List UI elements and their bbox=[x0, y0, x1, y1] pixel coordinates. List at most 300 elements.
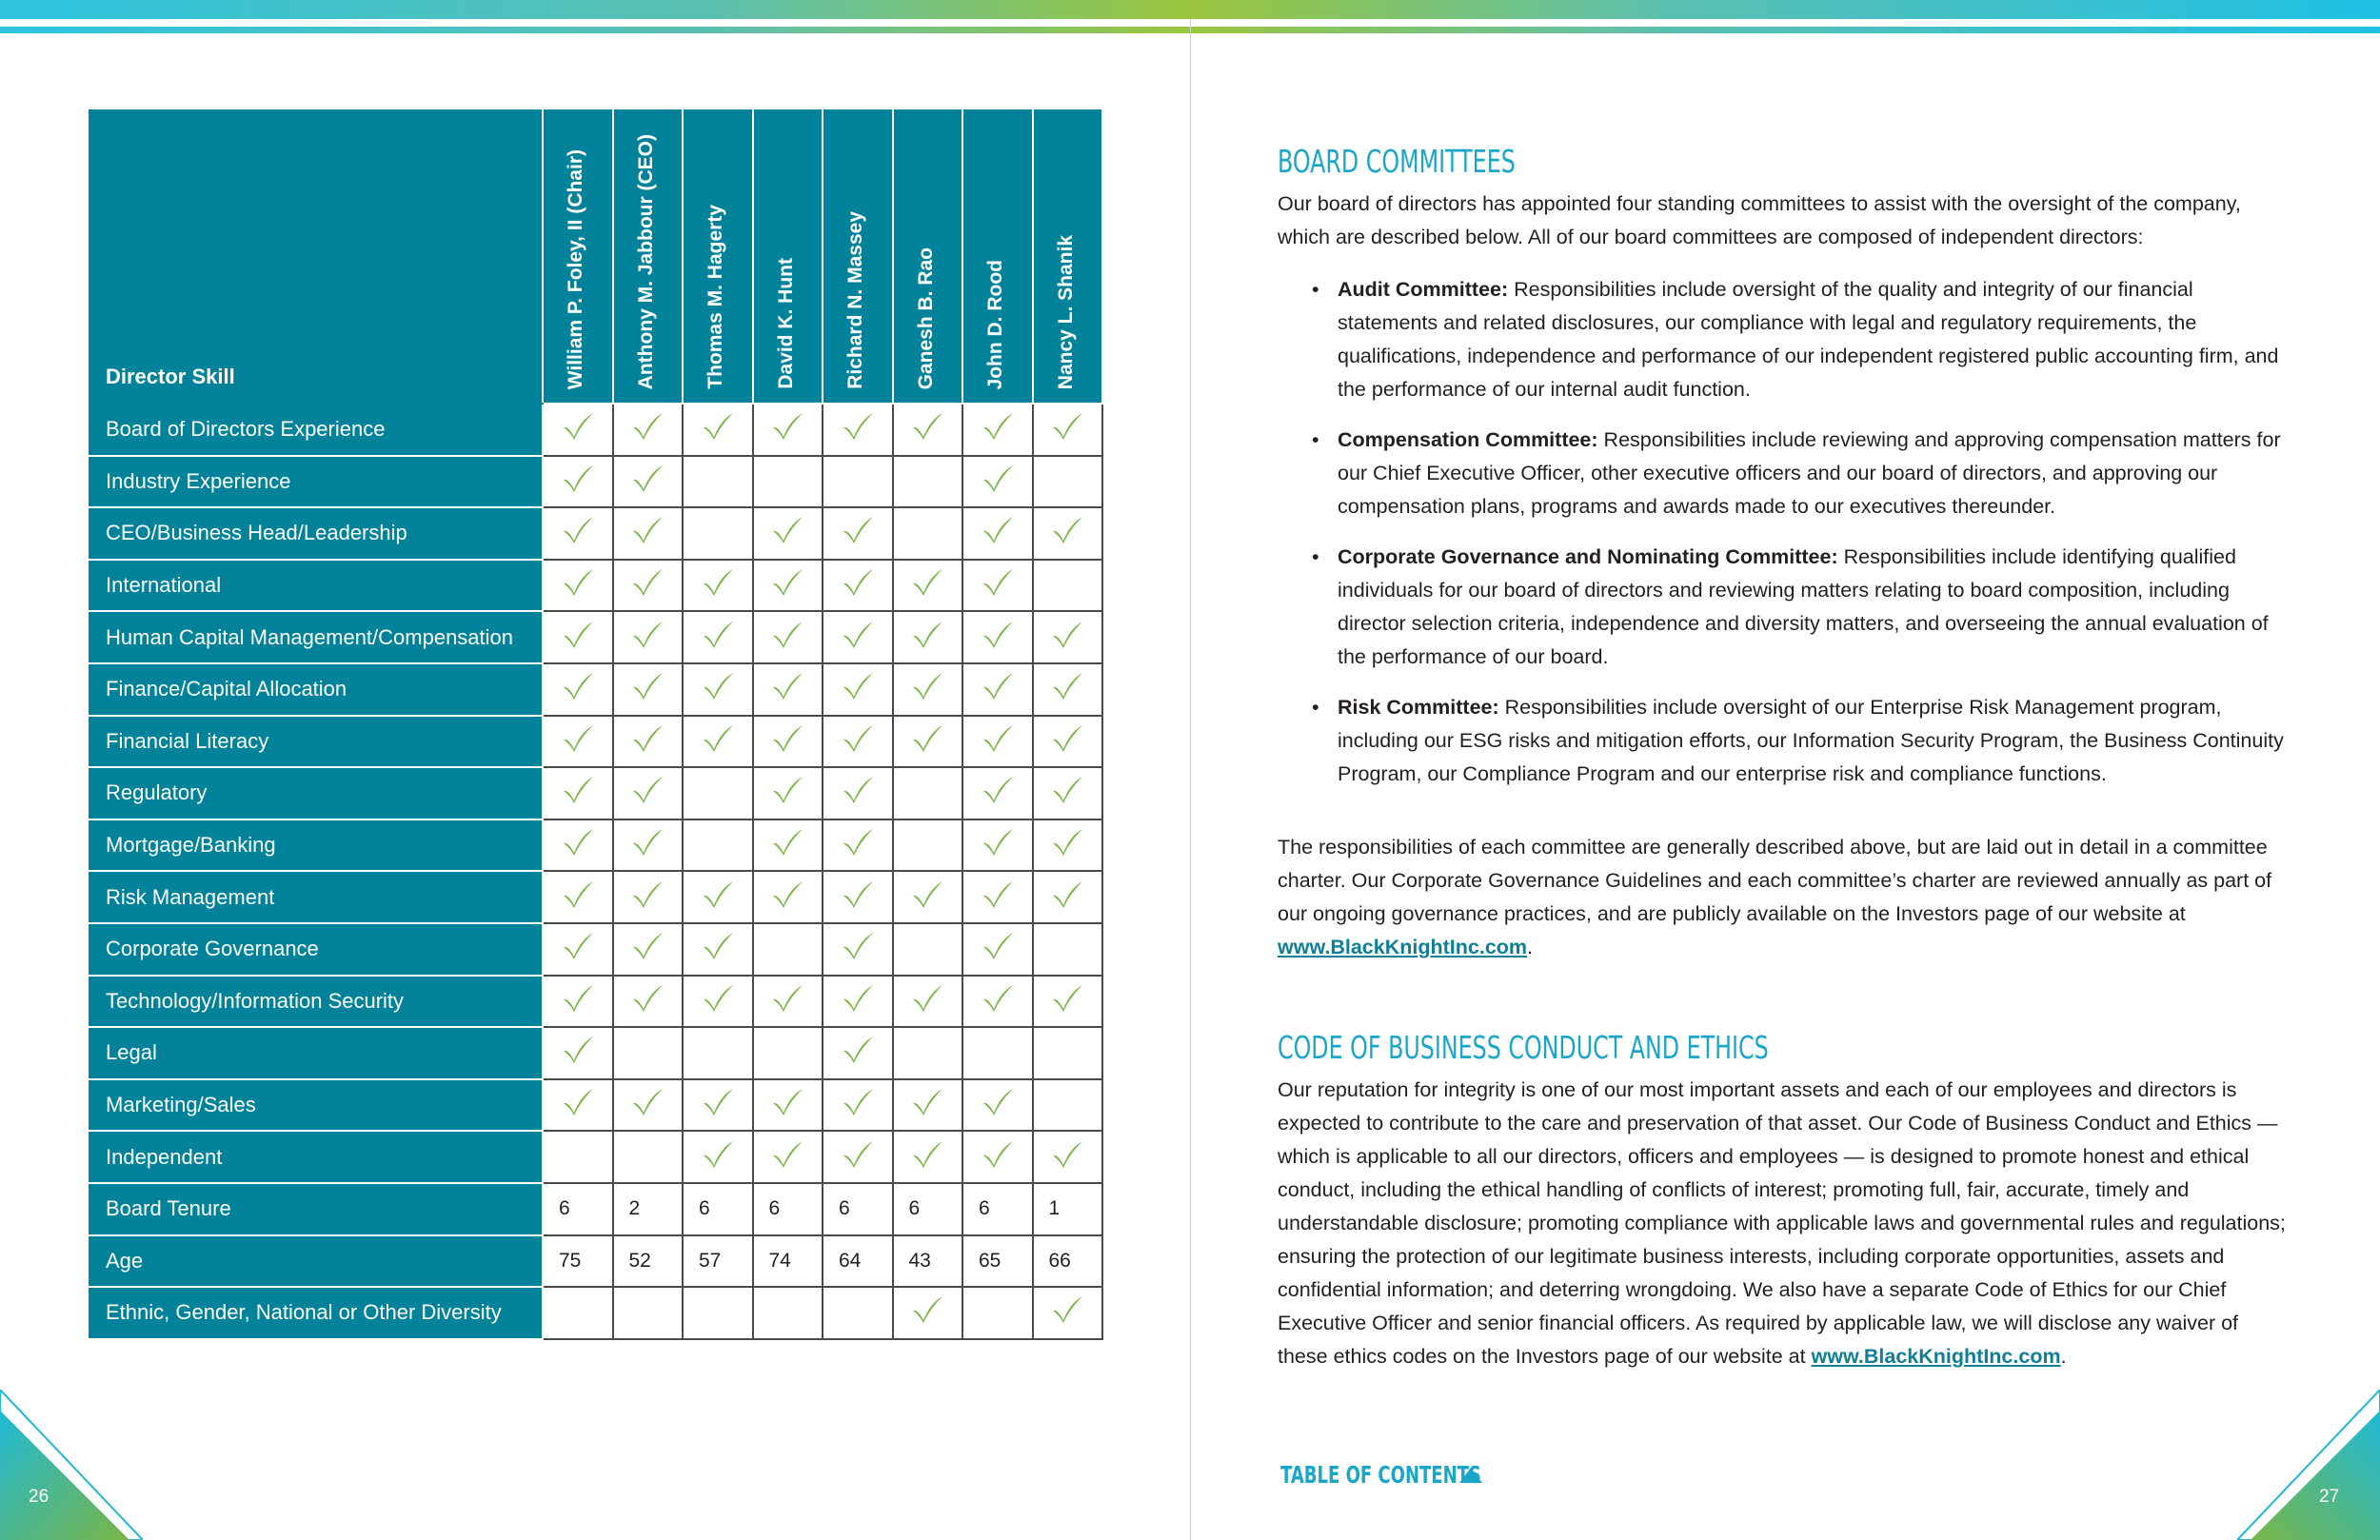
skill-row bbox=[89, 1287, 1102, 1339]
value-cell: 66 bbox=[1033, 1235, 1103, 1288]
director-header bbox=[683, 110, 753, 404]
checked-cell bbox=[613, 819, 684, 872]
checkmark-icon bbox=[1051, 412, 1083, 441]
committee-description: Responsibilities include identifying qualified individuals for our board of directors and reviewing matters relating to board composition, including director selection criteria, independence and diversity matters, and overseeing the annual evaluation of the performance of our board. bbox=[1338, 545, 2269, 668]
checked-cell bbox=[613, 767, 684, 819]
director-header bbox=[823, 110, 893, 404]
empty-cell bbox=[1033, 560, 1103, 612]
skill-label: Legal bbox=[89, 1027, 543, 1079]
checkmark-icon bbox=[771, 880, 803, 909]
skill-row bbox=[89, 404, 1102, 456]
checkmark-icon bbox=[842, 932, 874, 960]
skill-row bbox=[89, 507, 1102, 560]
empty-cell bbox=[893, 1027, 963, 1079]
checkmark-icon bbox=[911, 672, 943, 701]
bullet-icon: • bbox=[1312, 428, 1319, 451]
checkmark-icon bbox=[842, 1140, 874, 1169]
checkmark-icon bbox=[631, 412, 664, 441]
checked-cell bbox=[962, 767, 1033, 819]
checked-cell bbox=[962, 1131, 1033, 1183]
checkmark-icon bbox=[911, 1140, 943, 1169]
bullet-icon: • bbox=[1312, 545, 1319, 568]
checked-cell bbox=[893, 611, 963, 663]
bullet-icon: • bbox=[1312, 278, 1319, 301]
checked-cell bbox=[543, 871, 613, 923]
checkmark-icon bbox=[631, 516, 664, 544]
checkmark-icon bbox=[982, 984, 1014, 1013]
checkmark-icon bbox=[702, 932, 734, 960]
empty-cell bbox=[893, 507, 963, 560]
checked-cell bbox=[613, 663, 684, 716]
checked-cell bbox=[683, 560, 753, 612]
checked-cell bbox=[893, 663, 963, 716]
checkmark-icon bbox=[562, 412, 594, 441]
checkmark-icon bbox=[771, 621, 803, 649]
checkmark-icon bbox=[771, 724, 803, 753]
skill-row bbox=[89, 819, 1102, 872]
checkmark-icon bbox=[631, 880, 664, 909]
checked-cell bbox=[1033, 507, 1103, 560]
checked-cell bbox=[543, 1079, 613, 1132]
checkmark-icon bbox=[562, 1036, 594, 1064]
checked-cell bbox=[543, 404, 613, 456]
checkmark-icon bbox=[702, 984, 734, 1013]
checked-cell bbox=[823, 819, 893, 872]
checked-cell bbox=[962, 923, 1033, 976]
director-name: Nancy L. Shanik bbox=[1054, 234, 1077, 389]
empty-cell bbox=[1033, 1027, 1103, 1079]
checked-cell bbox=[543, 767, 613, 819]
page-number-right: 27 bbox=[2319, 1487, 2340, 1507]
checkmark-icon bbox=[982, 1140, 1014, 1169]
checkmark-icon bbox=[911, 412, 943, 441]
checkmark-icon bbox=[982, 412, 1014, 441]
checked-cell bbox=[683, 611, 753, 663]
page-gutter bbox=[1190, 19, 1191, 1540]
director-header bbox=[543, 110, 613, 404]
checked-cell bbox=[613, 560, 684, 612]
skill-label: Regulatory bbox=[89, 767, 543, 819]
empty-cell bbox=[683, 456, 753, 508]
empty-cell bbox=[543, 1131, 613, 1183]
checkmark-icon bbox=[911, 621, 943, 649]
checkmark-icon bbox=[702, 1088, 734, 1116]
committee-name: Risk Committee: bbox=[1338, 696, 1499, 719]
value-cell: 2 bbox=[613, 1183, 684, 1235]
empty-cell bbox=[823, 456, 893, 508]
closing-text: The responsibilities of each committee are generally described above, but are laid out in detail in a committee charter. Our Corporate Governance Guidelines and each committee’s charter are reviewed annually as part of our ongoing governance practices, and are publicly available on the Investors page of our website at bbox=[1278, 836, 2272, 925]
checked-cell bbox=[962, 871, 1033, 923]
checkmark-icon bbox=[562, 672, 594, 701]
empty-cell bbox=[893, 923, 963, 976]
checkmark-icon bbox=[842, 984, 874, 1013]
skills-table bbox=[89, 109, 1103, 1340]
checkmark-icon bbox=[702, 621, 734, 649]
checked-cell bbox=[962, 560, 1033, 612]
checked-cell bbox=[753, 611, 823, 663]
checkmark-icon bbox=[631, 984, 664, 1013]
checkmark-icon bbox=[842, 621, 874, 649]
checkmark-icon bbox=[982, 464, 1014, 493]
value-cell: 43 bbox=[893, 1235, 963, 1288]
checkmark-icon bbox=[911, 984, 943, 1013]
checkmark-icon bbox=[911, 1088, 943, 1116]
closing-period: . bbox=[1527, 936, 1534, 958]
value-cell: 74 bbox=[753, 1235, 823, 1288]
committee-description: Responsibilities include reviewing and approving compensation matters for our Chief Executive Officer, other executive officers and our board of directors, and approving our compensation plans, programs and awards made to our executives thereunder. bbox=[1338, 428, 2281, 518]
checked-cell bbox=[613, 923, 684, 976]
checked-cell bbox=[543, 507, 613, 560]
checkmark-icon bbox=[982, 880, 1014, 909]
checkmark-icon bbox=[562, 516, 594, 544]
value-cell: 64 bbox=[823, 1235, 893, 1288]
checked-cell bbox=[753, 976, 823, 1028]
checkmark-icon bbox=[982, 568, 1014, 597]
checked-cell bbox=[893, 716, 963, 768]
skill-row bbox=[89, 1079, 1102, 1132]
empty-cell bbox=[753, 456, 823, 508]
checked-cell bbox=[823, 560, 893, 612]
committees-closing-paragraph bbox=[1278, 831, 2287, 964]
checked-cell bbox=[683, 871, 753, 923]
checkmark-icon bbox=[631, 568, 664, 597]
skill-row bbox=[89, 611, 1102, 663]
empty-cell bbox=[613, 1287, 684, 1339]
value-cell: 6 bbox=[753, 1183, 823, 1235]
checkmark-icon bbox=[1051, 880, 1083, 909]
director-name: John D. Rood bbox=[984, 259, 1006, 389]
checkmark-icon bbox=[562, 984, 594, 1013]
empty-cell bbox=[683, 507, 753, 560]
empty-cell bbox=[962, 1027, 1033, 1079]
checked-cell bbox=[1033, 767, 1103, 819]
skill-row bbox=[89, 976, 1102, 1028]
skill-row bbox=[89, 560, 1102, 612]
matrix-header-row bbox=[89, 110, 1102, 404]
checkmark-icon bbox=[842, 1036, 874, 1064]
checkmark-icon bbox=[771, 672, 803, 701]
checked-cell bbox=[613, 871, 684, 923]
website-link[interactable]: www.BlackKnightInc.com bbox=[1278, 936, 1528, 958]
empty-cell bbox=[823, 1287, 893, 1339]
checkmark-icon bbox=[982, 932, 1014, 960]
checkmark-icon bbox=[842, 880, 874, 909]
director-skill-header: Director Skill bbox=[89, 110, 543, 404]
checkmark-icon bbox=[702, 412, 734, 441]
checkmark-icon bbox=[842, 1088, 874, 1116]
checked-cell bbox=[613, 716, 684, 768]
checked-cell bbox=[753, 871, 823, 923]
director-header bbox=[753, 110, 823, 404]
checked-cell bbox=[753, 560, 823, 612]
checked-cell bbox=[823, 507, 893, 560]
value-cell: 6 bbox=[543, 1183, 613, 1235]
checkmark-icon bbox=[771, 776, 803, 804]
board-committees-intro: Our board of directors has appointed four standing committees to assist with the oversight of the company, which are described below. All of our board committees are composed of independent directors: bbox=[1278, 192, 2241, 248]
checkmark-icon bbox=[982, 828, 1014, 857]
checked-cell bbox=[823, 1079, 893, 1132]
empty-cell bbox=[962, 1287, 1033, 1339]
empty-cell bbox=[1033, 456, 1103, 508]
checked-cell bbox=[962, 663, 1033, 716]
skill-row bbox=[89, 716, 1102, 768]
checkmark-icon bbox=[1051, 621, 1083, 649]
checked-cell bbox=[823, 923, 893, 976]
checkmark-icon bbox=[562, 932, 594, 960]
skill-label: Age bbox=[89, 1235, 543, 1288]
skill-label: Human Capital Management/Compensation bbox=[89, 611, 543, 663]
checkmark-icon bbox=[911, 880, 943, 909]
checkmark-icon bbox=[631, 828, 664, 857]
checked-cell bbox=[1033, 404, 1103, 456]
checked-cell bbox=[543, 819, 613, 872]
checked-cell bbox=[823, 1131, 893, 1183]
value-cell: 52 bbox=[613, 1235, 684, 1288]
director-name: Richard N. Massey bbox=[844, 211, 866, 389]
checked-cell bbox=[823, 404, 893, 456]
checked-cell bbox=[613, 456, 684, 508]
committee-description: Responsibilities include oversight of our Enterprise Risk Management program, including our ESG risks and mitigation efforts, our Information Security Program, the Business Continuity Program, our Compliance Program and our enterprise risk and compliance functions. bbox=[1338, 696, 2284, 785]
checkmark-icon bbox=[771, 1088, 803, 1116]
checked-cell bbox=[613, 1079, 684, 1132]
empty-cell bbox=[613, 1027, 684, 1079]
checkmark-icon bbox=[1051, 1295, 1083, 1324]
committee-name: Corporate Governance and Nominating Committee: bbox=[1338, 545, 1838, 568]
checkmark-icon bbox=[631, 672, 664, 701]
skill-label: Independent bbox=[89, 1131, 543, 1183]
empty-cell bbox=[613, 1131, 684, 1183]
code-period: . bbox=[2060, 1345, 2067, 1368]
checkmark-icon bbox=[702, 672, 734, 701]
checkmark-icon bbox=[911, 568, 943, 597]
value-cell: 1 bbox=[1033, 1183, 1103, 1235]
skill-row bbox=[89, 1235, 1102, 1288]
director-name: Anthony M. Jabbour (CEO) bbox=[634, 133, 657, 389]
checked-cell bbox=[823, 871, 893, 923]
website-link-2[interactable]: www.BlackKnightInc.com bbox=[1811, 1345, 2061, 1368]
director-name: William P. Foley, II (Chair) bbox=[565, 148, 586, 389]
checkmark-icon bbox=[1051, 516, 1083, 544]
checked-cell bbox=[613, 976, 684, 1028]
skill-row bbox=[89, 1027, 1102, 1079]
skill-label: Risk Management bbox=[89, 871, 543, 923]
director-header bbox=[1033, 110, 1103, 404]
checkmark-icon bbox=[1051, 776, 1083, 804]
value-cell: 57 bbox=[683, 1235, 753, 1288]
checkmark-icon bbox=[562, 621, 594, 649]
checkmark-icon bbox=[631, 776, 664, 804]
checked-cell bbox=[683, 976, 753, 1028]
skill-row bbox=[89, 923, 1102, 976]
checkmark-icon bbox=[982, 724, 1014, 753]
empty-cell bbox=[683, 767, 753, 819]
checkmark-icon bbox=[562, 1088, 594, 1116]
code-of-conduct-title: CODE OF BUSINESS CONDUCT AND ETHICS bbox=[1278, 1029, 1769, 1066]
empty-cell bbox=[1033, 923, 1103, 976]
table-of-contents-link[interactable] bbox=[1280, 1461, 1482, 1489]
committee-list bbox=[1278, 273, 2287, 791]
checked-cell bbox=[823, 663, 893, 716]
checkmark-icon bbox=[562, 828, 594, 857]
committee-description: Responsibilities include oversight of the quality and integrity of our financial statements and related disclosures, our compliance with legal and regulatory requirements, the qualifications, independence and performance of our independent registered public accounting firm, and the performance of our internal audit function. bbox=[1338, 278, 2279, 401]
committee-name: Compensation Committee: bbox=[1338, 428, 1598, 451]
value-cell: 6 bbox=[683, 1183, 753, 1235]
empty-cell bbox=[683, 1287, 753, 1339]
checked-cell bbox=[893, 404, 963, 456]
checkmark-icon bbox=[911, 724, 943, 753]
value-cell: 6 bbox=[823, 1183, 893, 1235]
checked-cell bbox=[613, 507, 684, 560]
skill-label: Board Tenure bbox=[89, 1183, 543, 1235]
checkmark-icon bbox=[771, 412, 803, 441]
checkmark-icon bbox=[1051, 828, 1083, 857]
checked-cell bbox=[613, 611, 684, 663]
checked-cell bbox=[893, 871, 963, 923]
checked-cell bbox=[893, 976, 963, 1028]
checked-cell bbox=[753, 767, 823, 819]
checked-cell bbox=[753, 404, 823, 456]
right-corner-decoration bbox=[2237, 1390, 2380, 1540]
empty-cell bbox=[753, 923, 823, 976]
checkmark-icon bbox=[771, 828, 803, 857]
empty-cell bbox=[893, 819, 963, 872]
checked-cell bbox=[1033, 819, 1103, 872]
checked-cell bbox=[1033, 611, 1103, 663]
checked-cell bbox=[823, 1027, 893, 1079]
skill-label: Corporate Governance bbox=[89, 923, 543, 976]
director-header bbox=[893, 110, 963, 404]
page-number-left: 26 bbox=[29, 1487, 50, 1507]
checked-cell bbox=[753, 1131, 823, 1183]
skill-row bbox=[89, 663, 1102, 716]
checked-cell bbox=[962, 1079, 1033, 1132]
value-cell: 75 bbox=[543, 1235, 613, 1288]
committee-item bbox=[1278, 424, 2287, 523]
skill-row bbox=[89, 456, 1102, 508]
checked-cell bbox=[543, 976, 613, 1028]
checkmark-icon bbox=[982, 672, 1014, 701]
director-header bbox=[962, 110, 1033, 404]
checked-cell bbox=[683, 404, 753, 456]
checked-cell bbox=[683, 1131, 753, 1183]
value-cell: 6 bbox=[893, 1183, 963, 1235]
bullet-icon: • bbox=[1312, 696, 1319, 719]
left-corner-decoration bbox=[0, 1390, 143, 1540]
checked-cell bbox=[753, 819, 823, 872]
checkmark-icon bbox=[842, 412, 874, 441]
empty-cell bbox=[683, 819, 753, 872]
director-name: Ganesh B. Rao bbox=[914, 247, 937, 389]
empty-cell bbox=[683, 1027, 753, 1079]
checked-cell bbox=[543, 1027, 613, 1079]
checked-cell bbox=[893, 1287, 963, 1339]
checkmark-icon bbox=[702, 724, 734, 753]
skill-label: Board of Directors Experience bbox=[89, 404, 543, 456]
checkmark-icon bbox=[842, 672, 874, 701]
checked-cell bbox=[1033, 1131, 1103, 1183]
skill-label: Technology/Information Security bbox=[89, 976, 543, 1028]
checked-cell bbox=[543, 456, 613, 508]
checkmark-icon bbox=[702, 1140, 734, 1169]
checkmark-icon bbox=[562, 776, 594, 804]
value-cell: 65 bbox=[962, 1235, 1033, 1288]
checked-cell bbox=[753, 663, 823, 716]
checkmark-icon bbox=[842, 776, 874, 804]
skill-label: Finance/Capital Allocation bbox=[89, 663, 543, 716]
value-cell: 6 bbox=[962, 1183, 1033, 1235]
empty-cell bbox=[753, 1287, 823, 1339]
checked-cell bbox=[893, 1131, 963, 1183]
checked-cell bbox=[753, 716, 823, 768]
skill-label: Marketing/Sales bbox=[89, 1079, 543, 1132]
skill-label: Mortgage/Banking bbox=[89, 819, 543, 872]
checkmark-icon bbox=[1051, 1140, 1083, 1169]
checked-cell bbox=[543, 716, 613, 768]
skill-row bbox=[89, 767, 1102, 819]
checkmark-icon bbox=[562, 464, 594, 493]
checked-cell bbox=[1033, 663, 1103, 716]
skill-row bbox=[89, 1131, 1102, 1183]
toc-label[interactable]: TABLE OF CONTENTS bbox=[1280, 1461, 1481, 1489]
checkmark-icon bbox=[562, 880, 594, 909]
checked-cell bbox=[1033, 1287, 1103, 1339]
empty-cell bbox=[753, 1027, 823, 1079]
skill-row bbox=[89, 871, 1102, 923]
top-gradient-bar bbox=[0, 0, 2380, 19]
checked-cell bbox=[962, 976, 1033, 1028]
checkmark-icon bbox=[702, 568, 734, 597]
checked-cell bbox=[753, 1079, 823, 1132]
checkmark-icon bbox=[702, 880, 734, 909]
checkmark-icon bbox=[562, 568, 594, 597]
checkmark-icon bbox=[911, 1295, 943, 1324]
checked-cell bbox=[823, 716, 893, 768]
committee-item bbox=[1278, 541, 2287, 674]
checkmark-icon bbox=[631, 1088, 664, 1116]
skill-label: Ethnic, Gender, National or Other Diversity bbox=[89, 1287, 543, 1339]
checkmark-icon bbox=[1051, 672, 1083, 701]
right-page-content bbox=[1278, 143, 2287, 1373]
checkmark-icon bbox=[631, 621, 664, 649]
skill-label: Industry Experience bbox=[89, 456, 543, 508]
checkmark-icon bbox=[562, 724, 594, 753]
checkmark-icon bbox=[771, 568, 803, 597]
skill-label: Financial Literacy bbox=[89, 716, 543, 768]
committee-item bbox=[1278, 273, 2287, 406]
checkmark-icon bbox=[842, 568, 874, 597]
empty-cell bbox=[893, 456, 963, 508]
checkmark-icon bbox=[771, 1140, 803, 1169]
checked-cell bbox=[962, 456, 1033, 508]
checked-cell bbox=[683, 716, 753, 768]
checkmark-icon bbox=[631, 724, 664, 753]
checkmark-icon bbox=[631, 932, 664, 960]
checked-cell bbox=[1033, 716, 1103, 768]
checked-cell bbox=[962, 716, 1033, 768]
checked-cell bbox=[893, 1079, 963, 1132]
checked-cell bbox=[613, 404, 684, 456]
checked-cell bbox=[683, 923, 753, 976]
checkmark-icon bbox=[982, 516, 1014, 544]
checked-cell bbox=[893, 560, 963, 612]
checkmark-icon bbox=[982, 621, 1014, 649]
checked-cell bbox=[823, 611, 893, 663]
checked-cell bbox=[823, 767, 893, 819]
checkmark-icon bbox=[1051, 724, 1083, 753]
checkmark-icon bbox=[982, 776, 1014, 804]
skill-label: International bbox=[89, 560, 543, 612]
board-committees-title: BOARD COMMITTEES bbox=[1278, 143, 1516, 180]
